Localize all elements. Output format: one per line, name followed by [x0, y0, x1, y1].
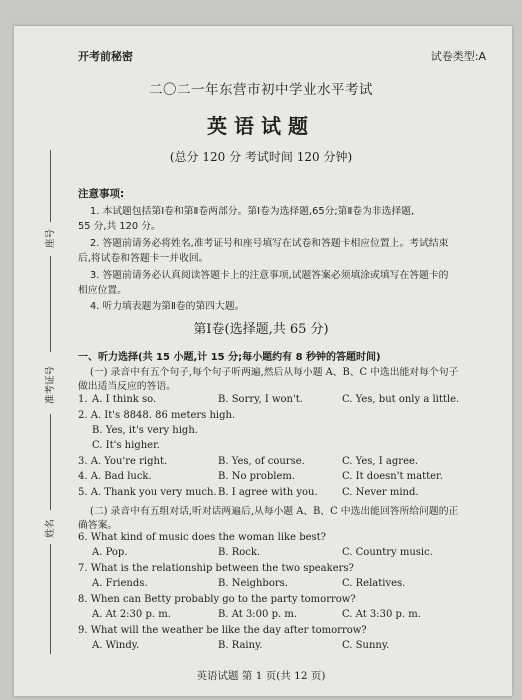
option-a: 3. A. You're right.: [78, 456, 168, 467]
name-line-upper: [50, 414, 51, 510]
note-line: 2. 答题前请务必将姓名,准考证号和座号填写在试卷和答题卡相应位置上。考试结束: [90, 238, 449, 249]
name-line-lower: [50, 544, 51, 654]
confidential-label: 开考前秘密: [78, 50, 133, 63]
option-a: A. Pop.: [92, 547, 128, 558]
option-c: C. Yes, but only a little.: [342, 394, 460, 405]
option-b: B. Rainy.: [218, 640, 263, 651]
question-stem: 7. What is the relationship between the two speakers?: [78, 563, 354, 574]
option-c: C. Country music.: [342, 547, 433, 558]
option-a: A. Friends.: [92, 578, 148, 589]
option-a: A. I think so.: [92, 394, 157, 405]
option-b: B. Neighbors.: [218, 578, 288, 589]
score-time-line: (总分 120 分 考试时间 120 分钟): [169, 150, 353, 164]
option-b: B. Sorry, I won't.: [218, 394, 303, 405]
option-c: C. It doesn't matter.: [342, 471, 443, 482]
part-one-title: 第Ⅰ卷(选择题,共 65 分): [193, 322, 329, 337]
option-c: C. Relatives.: [342, 578, 406, 589]
option-b: B. I agree with you.: [218, 487, 318, 498]
ticket-line: [50, 256, 51, 352]
notes-heading: 注意事项:: [78, 188, 125, 200]
instruction-line: (二) 录音中有五组对话,听对话两遍后,从每小题 A、B、C 中选出能回答所给问题的正: [90, 506, 459, 517]
option-c: C. At 3:30 p. m.: [342, 609, 421, 620]
instruction-line: 做出适当反应的答语。: [78, 381, 176, 392]
note-line: 55 分,共 120 分。: [78, 221, 161, 232]
question-stem: 8. When can Betty probably go to the party tomorrow?: [78, 594, 356, 605]
option-b: B. At 3:00 p. m.: [218, 609, 298, 620]
paper-type-label: 试卷类型:A: [430, 50, 486, 63]
note-line: 相应位置。: [78, 285, 127, 296]
option-c: C. Yes, I agree.: [342, 456, 419, 467]
option-a: 5. A. Thank you very much.: [78, 487, 217, 498]
option-a: 4. A. Bad luck.: [78, 471, 152, 482]
exam-title: 二〇二一年东营市初中学业水平考试: [149, 82, 373, 98]
question-number: 1.: [78, 394, 88, 405]
option-a: 2. A. It's 8848. 86 meters high.: [78, 410, 236, 421]
ticket-label: 准考证号: [45, 365, 56, 404]
option-b: B. Rock.: [218, 547, 261, 558]
listening-section-heading: 一、听力选择(共 15 小题,计 15 分;每小题约有 8 秒钟的答题时间): [78, 352, 381, 363]
question-stem: 9. What will the weather be like the day after tomorrow?: [78, 625, 367, 636]
instruction-line: 确答案。: [78, 520, 118, 531]
option-a: A. At 2:30 p. m.: [92, 609, 171, 620]
option-b: B. Yes, of course.: [218, 456, 305, 467]
option-c: C. Never mind.: [342, 487, 419, 498]
option-c: C. Sunny.: [342, 640, 390, 651]
option-a: A. Windy.: [92, 640, 140, 651]
seat-label: 座号: [45, 228, 56, 248]
note-line: 1. 本试题包括第Ⅰ卷和第Ⅱ卷两部分。第Ⅰ卷为选择题,65分;第Ⅱ卷为非选择题,: [90, 206, 415, 217]
name-label: 姓名: [45, 518, 56, 538]
note-line: 后,将试卷和答题卡一并收回。: [78, 253, 209, 264]
option-c: C. It's higher.: [92, 440, 160, 451]
subject-title: 英语试题: [207, 114, 315, 138]
note-line: 4. 听力填表题为第Ⅱ卷的第四大题。: [90, 301, 245, 312]
question-stem: 6. What kind of music does the woman like best?: [78, 532, 327, 543]
page-footer: 英语试题 第 1 页(共 12 页): [196, 670, 326, 682]
note-line: 3. 答题前请务必认真阅读答题卡上的注意事项,试题答案必须填涂或填写在答题卡的: [90, 270, 449, 281]
option-b: B. No problem.: [218, 471, 296, 482]
instruction-line: (一) 录音中有五个句子,每个句子听两遍,然后从每小题 A、B、C 中选出能对每个句子: [90, 367, 459, 378]
option-b: B. Yes, it's very high.: [92, 425, 198, 436]
